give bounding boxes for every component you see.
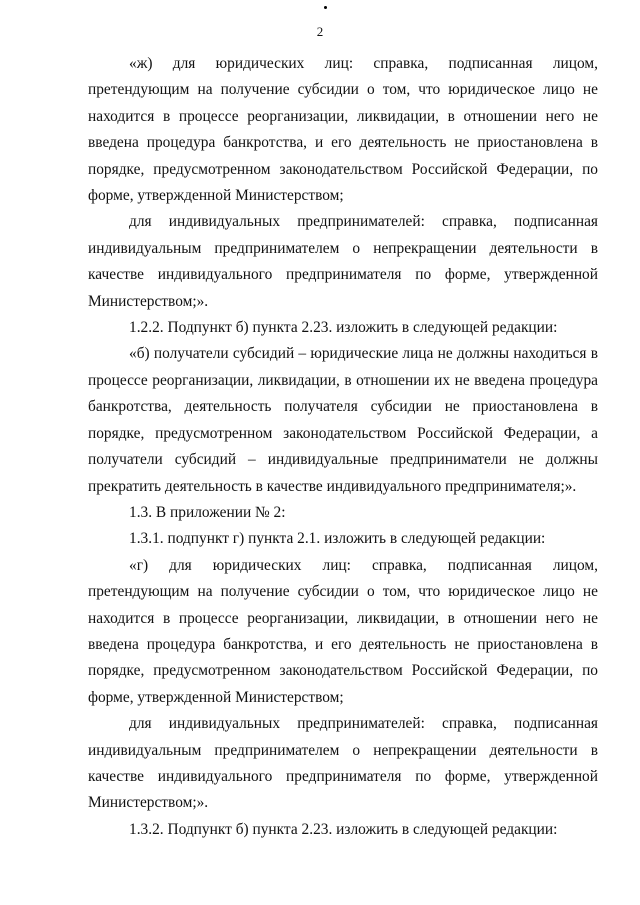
- paragraph-b-recipients: «б) получатели субсидий – юридические лица не должны находиться в процессе реорганизации, ликвидации, в отношении их не введена процедура банкротства, деятельность получателя субсидии не приостановлена в порядке, предусмотренном законодательством Российской Федерации, а получатели субсидий – индивидуальные предприниматели не должны прекратить деятельность в качестве индивидуального предпринимателя;».: [88, 345, 598, 495]
- paragraph-g-legal-entities: «г) для юридических лиц: справка, подписанная лицом, претендующим на получение субсидии о том, что юридическое лицо не находится в процессе реорганизации, ликвидации, в отношении него не введена процедура банкротства, и его деятельность не приостановлена в порядке, предусмотренном законодательством Российской Федерации, по форме, утвержденной Министерством;: [88, 556, 598, 706]
- paragraph-1-3-1-heading: 1.3.1. подпункт г) пункта 2.1. изложить в следующей редакции:: [129, 530, 546, 548]
- scan-dot-mark: [324, 6, 327, 9]
- document-body: [88, 51, 598, 843]
- paragraph-1-3-2-heading: 1.3.2. Подпункт б) пункта 2.23. изложить в следующей редакции:: [129, 820, 558, 838]
- page-number: 2: [316, 24, 324, 39]
- paragraph-1-3-heading: 1.3. В приложении № 2:: [129, 503, 286, 521]
- paragraph-individual-entrepreneurs-2: для индивидуальных предпринимателей: справка, подписанная индивидуальным предпринимателем о непрекращении деятельности в качестве индивидуального предпринимателя по форме, утвержденной Министерством;».: [88, 715, 598, 812]
- paragraph-individual-entrepreneurs: для индивидуальных предпринимателей: справка, подписанная индивидуальным предпринимателем о непрекращении деятельности в качестве индивидуального предпринимателя по форме, утвержденной Министерством;».: [88, 213, 598, 310]
- paragraph-zh-legal-entities: «ж) для юридических лиц: справка, подписанная лицом, претендующим на получение субсидии о том, что юридическое лицо не находится в процессе реорганизации, ликвидации, в отношении него не введена процедура банкротства, и его деятельность не приостановлена в порядке, предусмотренном законодательством Российской Федерации, по форме, утвержденной Министерством;: [88, 55, 598, 205]
- paragraph-1-2-2-heading: 1.2.2. Подпункт б) пункта 2.23. изложить в следующей редакции:: [129, 319, 558, 337]
